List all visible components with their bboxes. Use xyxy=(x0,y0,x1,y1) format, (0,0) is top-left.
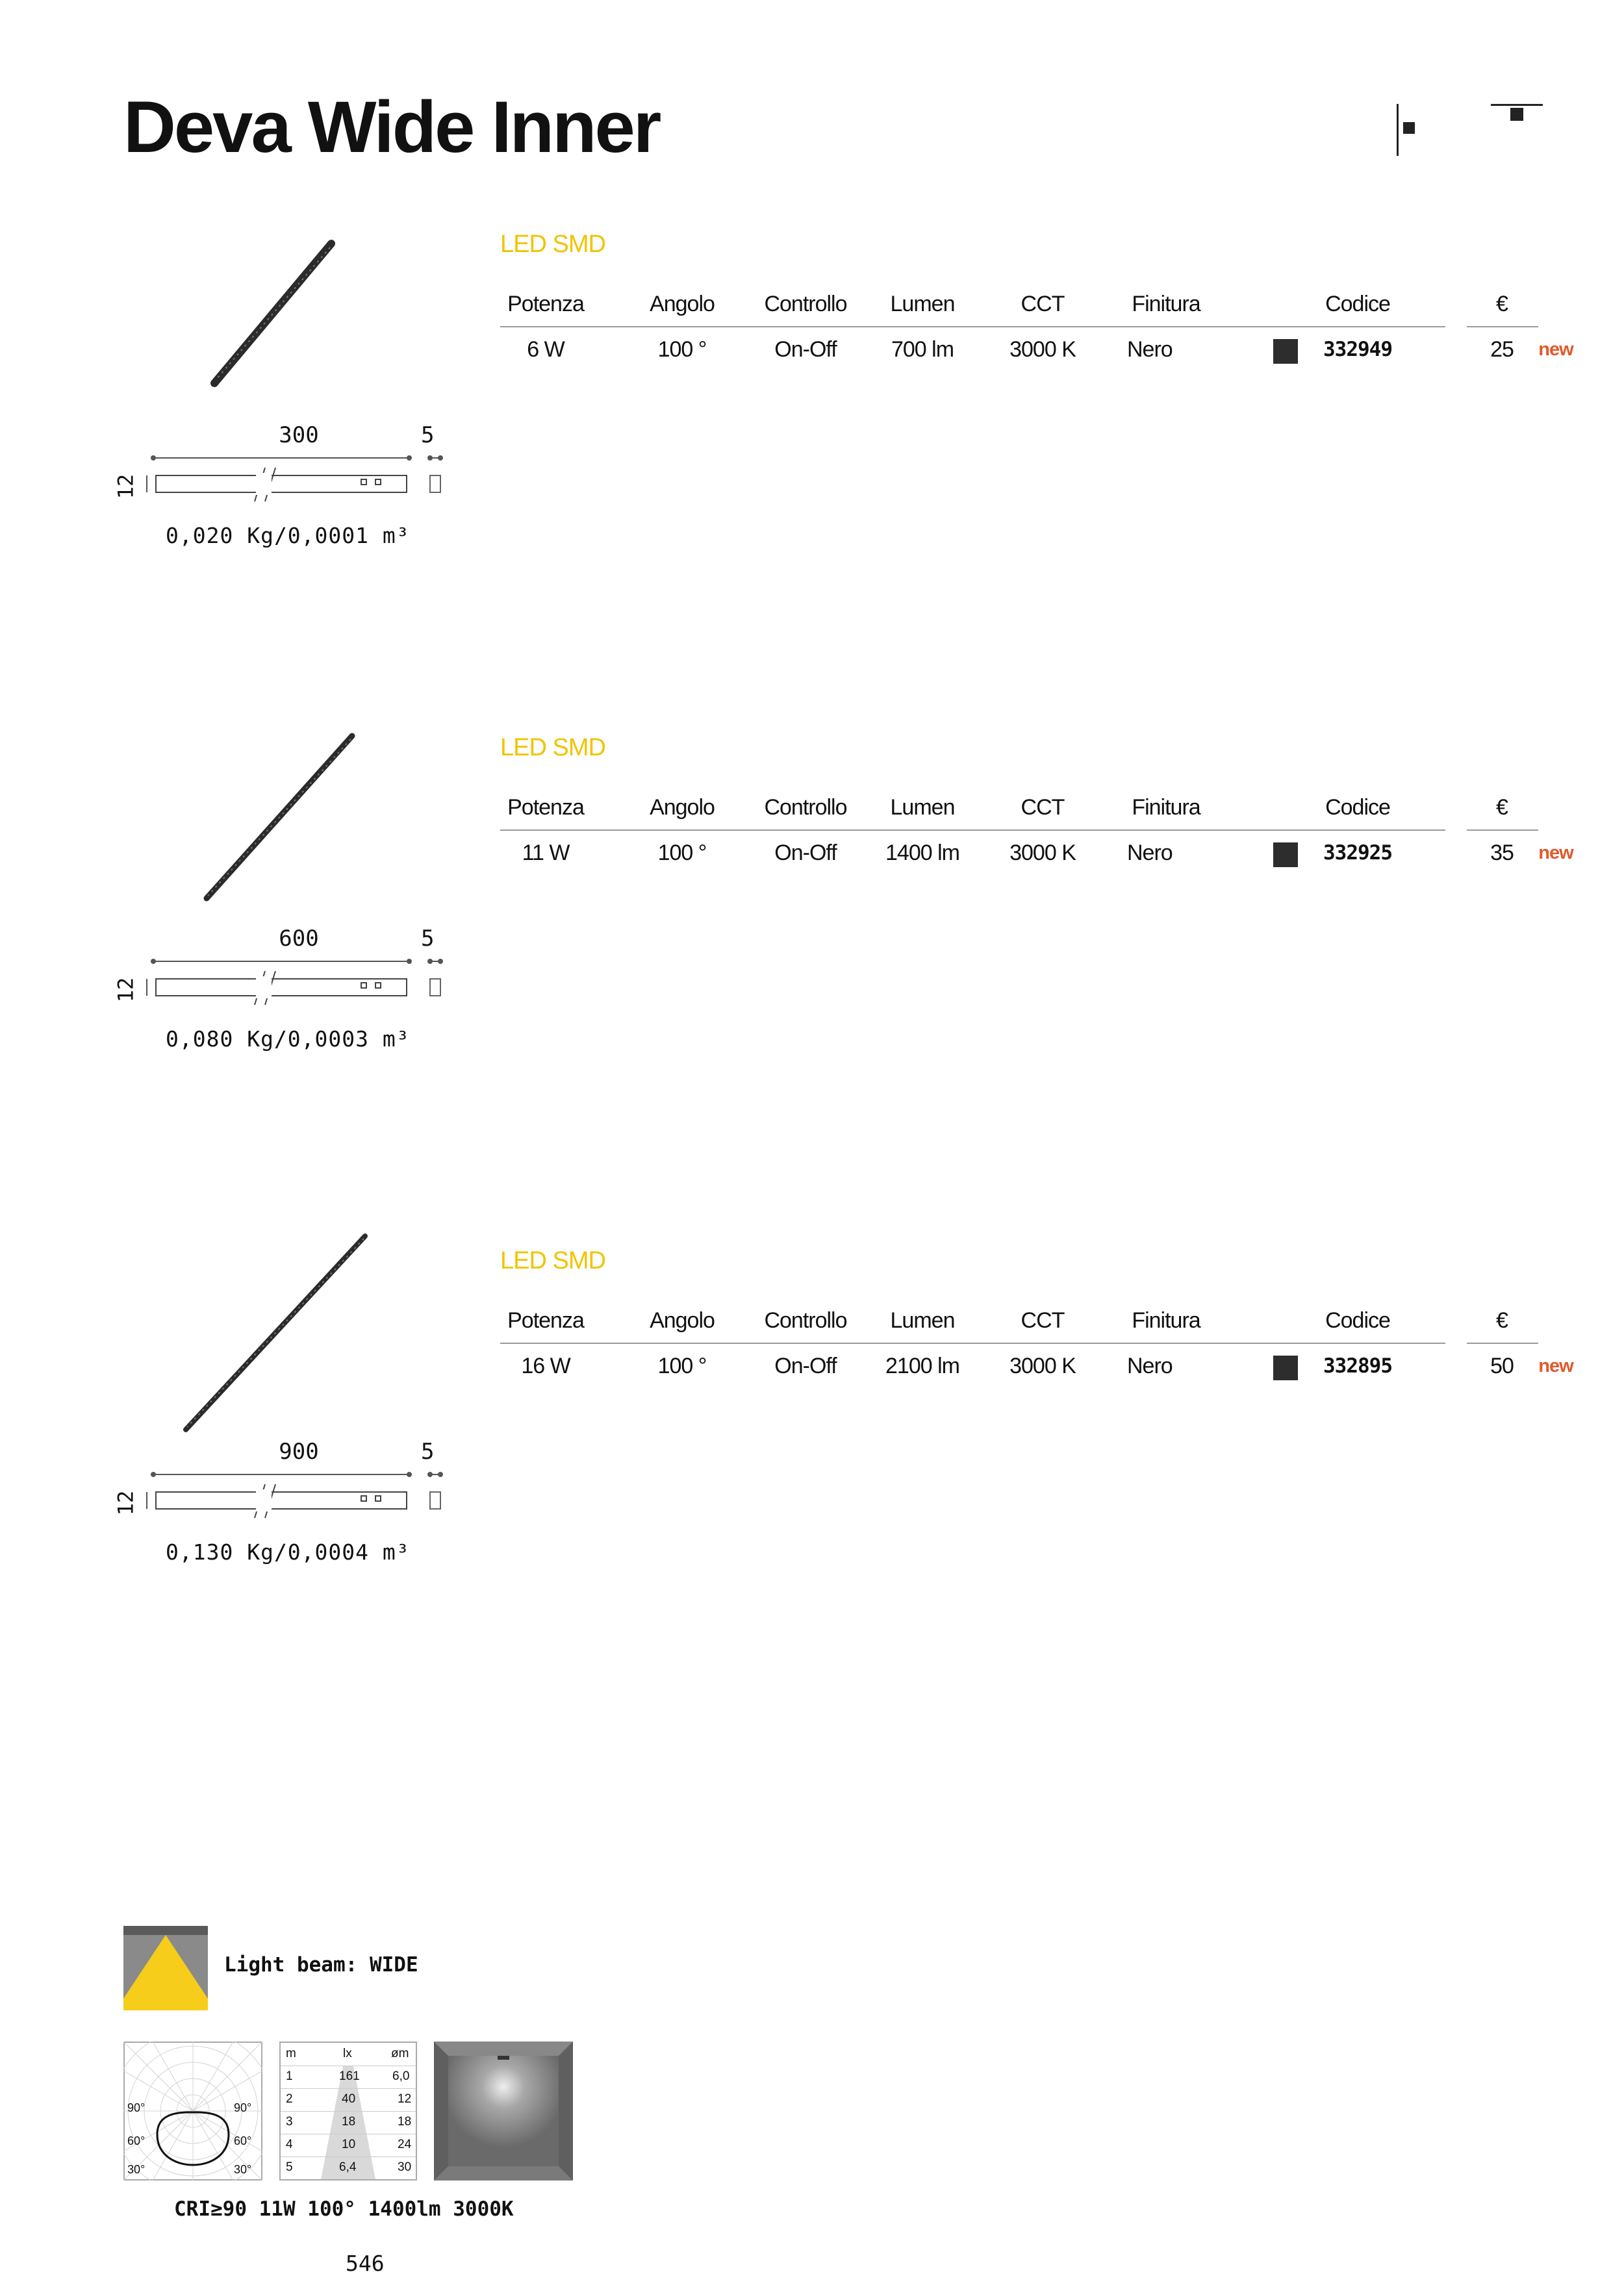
lux-row xyxy=(281,2088,416,2112)
dimension-drawing xyxy=(113,422,468,507)
cell-cct: 3000 K xyxy=(1009,841,1076,865)
page-number: 546 xyxy=(346,2251,385,2276)
lux-row xyxy=(281,2066,416,2089)
lux-row xyxy=(281,2134,416,2157)
header-cct: CCT xyxy=(1021,1308,1065,1333)
photometry-summary: CRI≥90 11W 100° 1400lm 3000K xyxy=(174,2197,514,2221)
finish-swatch xyxy=(1273,339,1298,364)
table-row xyxy=(500,833,1579,872)
header-angolo: Angolo xyxy=(650,292,715,316)
illuminance-table xyxy=(279,2042,417,2181)
lux-distance: 4 xyxy=(286,2138,293,2151)
cell-lumen: 700 lm xyxy=(891,337,954,362)
header-codice: Codice xyxy=(1325,795,1390,820)
spec-table xyxy=(500,1301,1579,1379)
divider xyxy=(500,326,1445,327)
header-lumen: Lumen xyxy=(890,795,955,820)
header-price: € xyxy=(1496,292,1508,316)
section-label: LED SMD xyxy=(500,734,605,761)
dimension-drawing xyxy=(113,926,468,1010)
cell-potenza: 16 W xyxy=(521,1354,570,1378)
lux-table-header xyxy=(281,2043,416,2066)
new-badge: new xyxy=(1538,1356,1573,1376)
spec-table xyxy=(500,284,1579,362)
new-badge: new xyxy=(1538,842,1573,863)
height-dimension: 12 xyxy=(113,977,138,1003)
header-lumen: Lumen xyxy=(890,292,955,316)
header-finitura: Finitura xyxy=(1132,1308,1200,1333)
header-controllo: Controllo xyxy=(764,795,847,820)
table-row xyxy=(500,1347,1579,1385)
spec-table-header xyxy=(500,1301,1579,1340)
product-block-1 xyxy=(0,227,1624,721)
lux-value: 40 xyxy=(342,2092,356,2106)
header-potenza: Potenza xyxy=(507,292,584,316)
cell-angolo: 100 ° xyxy=(657,337,707,362)
lux-diameter: 18 xyxy=(398,2115,412,2129)
cell-cct: 3000 K xyxy=(1009,1354,1076,1378)
header-finitura: Finitura xyxy=(1132,292,1200,316)
divider xyxy=(1467,829,1538,831)
lux-header-lx: lx xyxy=(343,2047,352,2060)
cell-controllo: On-Off xyxy=(774,841,837,865)
header-controllo: Controllo xyxy=(764,1308,847,1333)
lux-value: 10 xyxy=(342,2138,356,2151)
cell-potenza: 11 W xyxy=(522,841,570,865)
lux-diameter: 12 xyxy=(398,2092,412,2106)
weight-volume: 0,130 Kg/0,0004 m³ xyxy=(166,1539,410,1565)
cell-cct: 3000 K xyxy=(1009,337,1076,362)
wall-mount-icon xyxy=(1397,104,1415,156)
polar-angle-label: 90° xyxy=(127,2101,146,2114)
polar-angle-label: 60° xyxy=(127,2134,146,2147)
cell-lumen: 2100 lm xyxy=(885,1354,959,1378)
lux-diameter: 30 xyxy=(398,2160,412,2174)
cell-controllo: On-Off xyxy=(774,1354,837,1378)
cell-finitura: Nero xyxy=(1127,841,1173,865)
polar-angle-label: 30° xyxy=(127,2163,146,2176)
lux-diameter: 24 xyxy=(398,2138,412,2151)
height-dimension: 12 xyxy=(113,1490,138,1516)
cell-codice: 332949 xyxy=(1323,338,1392,361)
product-block-2 xyxy=(0,731,1624,1224)
length-dimension: 600 xyxy=(279,926,319,952)
lux-value: 161 xyxy=(339,2069,360,2083)
header-angolo: Angolo xyxy=(650,1308,715,1333)
finish-swatch xyxy=(1273,842,1298,867)
lux-value: 6,4 xyxy=(339,2160,357,2174)
dimension-drawing xyxy=(113,1439,468,1523)
header-codice: Codice xyxy=(1325,1308,1390,1333)
spec-table xyxy=(500,788,1579,866)
header-controllo: Controllo xyxy=(764,292,847,316)
lux-value: 18 xyxy=(342,2115,356,2129)
ceiling-mount-icon xyxy=(1491,104,1543,121)
header-cct: CCT xyxy=(1021,292,1065,316)
header-codice: Codice xyxy=(1325,292,1390,316)
section-label: LED SMD xyxy=(500,1247,605,1274)
page-title: Deva Wide Inner xyxy=(123,86,660,168)
length-dimension: 300 xyxy=(279,422,319,448)
polar-angle-label: 60° xyxy=(234,2134,252,2147)
lux-header-diameter: øm xyxy=(391,2047,409,2060)
fixture-image xyxy=(175,1231,377,1439)
lux-row xyxy=(281,2156,416,2179)
header-potenza: Potenza xyxy=(507,1308,584,1333)
width-dimension: 5 xyxy=(421,1439,435,1465)
mounting-type-icons xyxy=(1397,97,1553,162)
lux-row xyxy=(281,2111,416,2134)
lux-header-m: m xyxy=(286,2047,296,2060)
lux-distance: 3 xyxy=(286,2115,293,2129)
new-badge: new xyxy=(1538,339,1573,360)
length-dimension: 900 xyxy=(279,1439,319,1465)
section-label: LED SMD xyxy=(500,231,605,258)
cell-potenza: 6 W xyxy=(527,337,565,362)
cell-codice: 332925 xyxy=(1323,841,1392,865)
polar-angle-label: 30° xyxy=(234,2163,252,2176)
light-beam-icon xyxy=(123,1926,208,2010)
cell-lumen: 1400 lm xyxy=(885,841,959,865)
spec-table-header xyxy=(500,284,1579,323)
lux-distance: 1 xyxy=(286,2069,293,2083)
cell-controllo: On-Off xyxy=(774,337,837,362)
polar-angle-label: 90° xyxy=(234,2101,252,2114)
light-effect-image xyxy=(434,2042,573,2181)
header-cct: CCT xyxy=(1021,795,1065,820)
spec-table-header xyxy=(500,788,1579,827)
header-angolo: Angolo xyxy=(650,795,715,820)
fixture-image xyxy=(201,237,344,393)
header-price: € xyxy=(1496,795,1508,820)
header-lumen: Lumen xyxy=(890,1308,955,1333)
header-potenza: Potenza xyxy=(507,795,584,820)
polar-diagram xyxy=(123,2042,262,2181)
lux-distance: 2 xyxy=(286,2092,293,2106)
divider xyxy=(1467,326,1538,327)
finish-swatch xyxy=(1273,1356,1298,1380)
fixture-image xyxy=(195,731,364,906)
cell-finitura: Nero xyxy=(1127,1354,1173,1378)
divider xyxy=(1467,1343,1538,1344)
cell-price: 50 xyxy=(1490,1354,1514,1378)
light-beam-label: Light beam: WIDE xyxy=(224,1953,418,1977)
header-price: € xyxy=(1496,1308,1508,1333)
cell-price: 35 xyxy=(1490,841,1514,865)
divider xyxy=(500,829,1445,831)
cell-codice: 332895 xyxy=(1323,1354,1392,1378)
weight-volume: 0,080 Kg/0,0003 m³ xyxy=(166,1026,410,1052)
height-dimension: 12 xyxy=(113,474,138,499)
lux-distance: 5 xyxy=(286,2160,293,2174)
table-row xyxy=(500,330,1579,369)
divider xyxy=(500,1343,1445,1344)
width-dimension: 5 xyxy=(421,422,435,448)
width-dimension: 5 xyxy=(421,926,435,952)
cell-price: 25 xyxy=(1490,337,1514,362)
lux-diameter: 6,0 xyxy=(392,2069,410,2083)
cell-angolo: 100 ° xyxy=(657,841,707,865)
product-block-3 xyxy=(0,1244,1624,1738)
cell-finitura: Nero xyxy=(1127,337,1173,362)
cell-angolo: 100 ° xyxy=(657,1354,707,1378)
weight-volume: 0,020 Kg/0,0001 m³ xyxy=(166,523,410,548)
header-finitura: Finitura xyxy=(1132,795,1200,820)
